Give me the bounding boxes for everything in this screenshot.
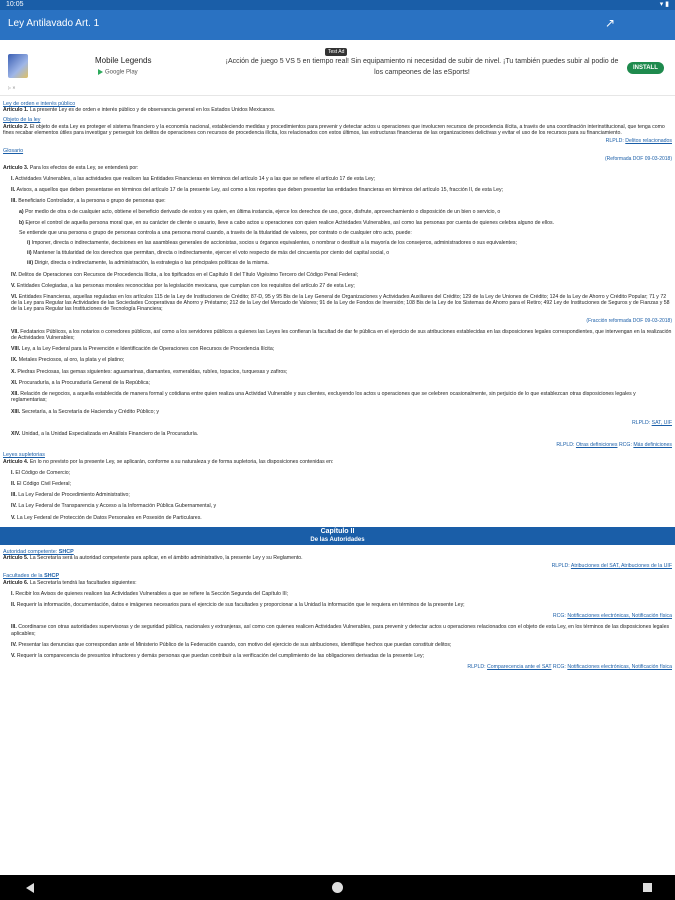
- reference-prefix: RLPLD:: [551, 563, 570, 570]
- app-title: Ley Antilavado Art. 1: [8, 18, 100, 29]
- item-text: Metales Preciosos, al oro, la plata y el platino;: [18, 357, 125, 364]
- article-label: Artículo 6.: [3, 579, 29, 586]
- reference-line: [3, 613, 672, 619]
- app-bar: [0, 10, 675, 40]
- article-text: La Secretaría será la autoridad competente para aplicar, en el ámbito administrativo, la presente Ley y su Reglamento.: [29, 554, 303, 561]
- item-number: XII.: [11, 391, 19, 398]
- list-subitem: [27, 240, 672, 246]
- google-play-label: [98, 69, 138, 76]
- item-number: X.: [11, 368, 16, 375]
- item-text: La Ley Federal de Transparencia y Acceso a la Información Pública Gubernamental, y: [18, 503, 217, 510]
- list-subitem: [19, 209, 672, 215]
- article-label: Artículo 2.: [3, 123, 29, 130]
- item-text: La Ley Federal de Procedimiento Administrativo;: [18, 492, 130, 499]
- item-number: III.: [11, 198, 17, 205]
- list-item: [11, 357, 672, 363]
- list-item: [11, 409, 672, 415]
- item-number: i): [27, 240, 31, 247]
- list-item: [11, 187, 672, 193]
- item-text: Mantener la titularidad de los derechos que permitan, directa o indirectamente, ejercer el voto respecto de más del cincuenta por ciento del capital social, o: [33, 250, 390, 257]
- list-item: [11, 602, 672, 608]
- item-number: V.: [11, 514, 16, 521]
- reference-link[interactable]: SAT, UIF: [651, 419, 672, 426]
- chapter-header: [0, 527, 675, 545]
- list-item: [11, 380, 672, 386]
- list-item: [11, 515, 672, 521]
- section-title-text: Autoridad competente:: [3, 548, 58, 555]
- item-text: Procuraduría, a la Procuraduría General de la República;: [18, 379, 150, 386]
- item-number: a): [19, 209, 24, 216]
- item-text: Requerir la comparecencia de presuntos infractores y demás personas que puedan contribuir a la verificación del cumplimiento de las obligaciones derivadas de la presente Ley;: [16, 652, 425, 659]
- test-ad-badge: Test Ad: [325, 48, 347, 56]
- article-6: [3, 580, 672, 586]
- item-number: IV.: [11, 641, 17, 648]
- item-number: iii): [27, 260, 34, 267]
- item-number: XIII.: [11, 408, 21, 415]
- item-number: XIV.: [11, 430, 21, 437]
- control-text: Se entiende que una persona o grupo de personas controla a una persona moral cuando, a través de la titularidad de valores, por contrato o de cualquier otro acto, puede:: [19, 229, 412, 236]
- item-number: III.: [11, 492, 17, 499]
- list-item: [11, 272, 672, 278]
- item-text: Dirigir, directa o indirectamente, la administración, la estrategia o las principales políticas de la misma.: [34, 260, 269, 267]
- item-text: Secretaría, a la Secretaría de Hacienda y Crédito Público; y: [21, 408, 159, 415]
- article-4: [3, 459, 672, 465]
- article-2: [3, 124, 672, 136]
- list-item: [11, 391, 672, 403]
- list-item: [11, 591, 672, 597]
- item-number: VI.: [11, 294, 18, 301]
- item-number: V.: [11, 282, 16, 289]
- item-text: Piedras Preciosas, las gemas siguientes: aguamarinas, diamantes, esmeraldas, rubíes, topacios, turquesas y zafiros;: [17, 368, 288, 375]
- status-icons: ▾ ▮: [659, 1, 669, 8]
- reference-line: [3, 442, 672, 448]
- item-number: V.: [11, 652, 16, 659]
- article-text: Para los efectos de esta Ley, se entenderá por:: [29, 164, 139, 171]
- list-item: [11, 198, 672, 204]
- install-button[interactable]: INSTALL: [627, 62, 664, 74]
- reference-prefix: RCG:: [552, 664, 566, 671]
- item-number: II.: [11, 480, 16, 487]
- list-item: [11, 653, 672, 659]
- home-icon[interactable]: [332, 882, 343, 893]
- item-number: ii): [27, 250, 32, 257]
- status-bar: [0, 0, 675, 10]
- item-text: Coordinarse con otras autoridades supervisoras y de seguridad pública, nacionales y extranjeras, así como con quienes realicen Actividades Vulnerables, para prevenir y detectar actos u operaciones relacionados con el objeto de esta Ley, en los términos de las disposiciones legales aplicables;: [11, 624, 670, 637]
- reference-line: [3, 420, 672, 426]
- item-number: VII.: [11, 328, 19, 335]
- ad-info-icon[interactable]: ▷ ✕: [8, 85, 16, 90]
- reference-link[interactable]: Atribuciones del SAT, Atribuciones de la UIF: [570, 563, 672, 570]
- google-play-icon: [98, 69, 103, 75]
- reform-note[interactable]: (Reformada DOF 09-03-2018): [605, 156, 672, 163]
- reference-link[interactable]: Notificaciones electrónicas, Notificación física: [567, 613, 672, 620]
- item-number: IX.: [11, 357, 18, 364]
- list-item: [11, 470, 672, 476]
- list-item: [11, 294, 672, 313]
- item-number: IV.: [11, 271, 17, 278]
- reference-link[interactable]: Otras definiciones: [575, 442, 618, 449]
- status-time: 10:05: [6, 1, 24, 8]
- item-text: Imponer, directa o indirectamente, decisiones en las asambleas generales de accionistas, socios u órganos equivalentes, o nombrar o destituir a la mayoría de los consejeros, administradores o sus equivalentes;: [31, 240, 517, 247]
- list-subitem: [27, 250, 672, 256]
- item-text: La Ley Federal de Protección de Datos Personales en Posesión de Particulares.: [16, 514, 202, 521]
- reference-line: [3, 138, 672, 144]
- item-text: Entidades Financieras, aquellas reguladas en los artículos 115 de la Ley de Instituciones de Crédito; 87-D, 95 y 95 Bis de la Ley General de Organizaciones y Actividades Auxiliares del Crédito; 129 de la Ley de Uniones de Crédito; 124 de la Ley de Ahorro y Crédito Popular; 71 y 72 de la Ley para Regular las Actividades de las Sociedades Cooperativas de Ahorro y Préstamo; 212 de la Ley del Mercado de Valores; 91 de la Ley de Fondos de Inversión; 108 Bis de la Ley de los Sistemas de Ahorro para el Retiro; 492 Ley de Instituciones de Seguros y de Fianzas y 58 de la Ley para Regular las Instituciones de Tecnología Financiera;: [11, 294, 670, 313]
- item-number: b): [19, 219, 24, 226]
- section-title-bold: SHCP: [44, 573, 60, 580]
- item-text: El Código Civil Federal;: [16, 480, 71, 487]
- item-number: XI.: [11, 379, 18, 386]
- list-item: [11, 283, 672, 289]
- share-icon[interactable]: ↗: [604, 16, 615, 30]
- article-label: Artículo 3.: [3, 164, 29, 171]
- reference-prefix: RLPLD:: [632, 419, 651, 426]
- item-text: Beneficiario Controlador, a la persona o grupo de personas que:: [18, 198, 166, 205]
- reference-link[interactable]: Notificaciones electrónicas, Notificación física: [567, 664, 672, 671]
- list-item: [11, 176, 672, 182]
- chapter-number: Capítulo II: [320, 527, 355, 535]
- item-text: Presentar las denuncias que correspondan ante el Ministerio Público de la Federación cuando, con motivo del ejercicio de sus atribuciones, identifique hechos que puedan constituir delitos;: [18, 641, 452, 648]
- ad-banner[interactable]: [0, 40, 675, 96]
- ad-text[interactable]: ¡Acción de juego 5 VS 5 en tiempo real! Sin equipamiento ni necesidad de subir de nivel. ¡Tu también puedes subir al podio de los campeones de las eSports!: [225, 58, 619, 76]
- reference-prefix: RLPLD:: [605, 138, 624, 145]
- section-title-bold: SHCP: [58, 548, 74, 555]
- article-text: La Secretaría tendrá las facultades siguientes:: [29, 579, 137, 586]
- item-text: Requerir la información, documentación, datos e imágenes necesarios para el ejercicio de sus facultades y proporcionar a la Unidad la información que le requiera en términos de la presente Ley;: [16, 601, 465, 608]
- article-label: Artículo 1.: [3, 107, 29, 114]
- item-text: Recibir los Avisos de quienes realicen las Actividades Vulnerables a que se refiere la Sección Segunda del Capítulo III;: [15, 590, 289, 597]
- section-title-text: Facultades de la: [3, 573, 43, 580]
- item-text: Avisos, a aquellos que deben presentarse en términos del artículo 17 de la presente Ley, así como a los reportes que deben presentar las entidades financieras en términos del artículo 15, fracción II, de esta Ley;: [16, 187, 504, 194]
- list-item: [11, 492, 672, 498]
- reference-prefix: RLPLD:: [467, 664, 486, 671]
- item-number: II.: [11, 187, 16, 194]
- article-label: Artículo 4.: [3, 458, 29, 465]
- list-item: [11, 329, 672, 341]
- reference-link[interactable]: Comparecencia ante el SAT: [487, 664, 552, 671]
- reference-prefix: RCG:: [552, 613, 566, 620]
- reference-link[interactable]: Más definiciones: [633, 442, 672, 449]
- recent-apps-icon[interactable]: [643, 883, 652, 892]
- item-text: Delitos de Operaciones con Recursos de Procedencia Ilícita, a los tipificados en el Capítulo II del Título Vigésimo Tercero del Código Penal Federal;: [18, 271, 359, 278]
- reference-prefix: RLPLD:: [556, 442, 575, 449]
- item-number: III.: [11, 624, 17, 631]
- section-title[interactable]: Leyes supletorias: [3, 452, 45, 459]
- reference-line: [3, 664, 672, 670]
- list-item: [11, 481, 672, 487]
- article-text: El objeto de esta Ley es proteger el sistema financiero y la economía nacional, estableciendo medidas y procedimientos para prevenir y detectar actos u operaciones que involucren recursos de procedencia ilícita, a través de una coordinación interinstitucional, que tenga como fines recabar elementos útiles para investigar y perseguir los delitos de operaciones con recursos de procedencia ilícita, los relacionados con estos últimos, las estructuras financieras de las organizaciones delictivas y evitar el uso de los recursos para su financiamiento.: [3, 123, 665, 136]
- item-text: Por medio de otra o de cualquier acto, obtiene el beneficio derivado de estos y es quien, en última instancia, ejerce los derechos de uso, goce, disfrute, aprovechamiento o disposición de un bien o servicio, o: [25, 209, 501, 216]
- section-title[interactable]: Objeto de la ley: [3, 117, 41, 124]
- game-app-icon[interactable]: [8, 54, 28, 78]
- ad-app-name[interactable]: Mobile Legends: [95, 56, 152, 65]
- law-content[interactable]: [0, 97, 675, 875]
- list-item: [11, 624, 672, 636]
- item-number: II.: [11, 601, 16, 608]
- store-name: Google Play: [105, 69, 138, 76]
- article-1: [3, 107, 672, 113]
- item-text: Relación de negocios, a aquella establecida de manera formal y cotidiana entre quien realiza una Actividad Vulnerable y sus clientes, excluyendo los actos u operaciones que se celebren ocasionalmente, sin perjuicio de lo que establezcan otras disposiciones legales y reglamentarias;: [11, 391, 636, 404]
- item-text: Fedatarios Públicos, a los notarios o corredores públicos, así como a los servidores públicos a quienes las Leyes les confieran la facultad de dar fe pública en el ejercicio de sus atribuciones establecidas en las disposiciones legales correspondientes, que intervengan en la realización de Actividades Vulnerables;: [11, 328, 672, 342]
- list-item: [11, 503, 672, 509]
- section-title[interactable]: Ley de orden e interés público: [3, 101, 76, 107]
- item-number: I.: [11, 175, 14, 182]
- chapter-title: De las Autoridades: [310, 536, 365, 543]
- item-number: I.: [11, 590, 14, 597]
- article-text: La presente Ley es de orden e interés público y de observancia general en los Estados Unidos Mexicanos.: [29, 107, 276, 114]
- item-text: Actividades Vulnerables, a las actividades que realicen las Entidades Financieras en términos del artículo 14 y a las que se refiere el artículo 17 de esta Ley;: [15, 175, 376, 182]
- back-icon[interactable]: [26, 883, 34, 893]
- list-item: [11, 346, 672, 352]
- item-text: Ley, a la Ley Federal para la Prevención e Identificación de Operaciones con Recursos de Procedencia Ilícita;: [21, 346, 275, 353]
- item-number: IV.: [11, 503, 17, 510]
- reform-note[interactable]: (Fracción reformada DOF 09-03-2018): [586, 317, 672, 324]
- list-item: [11, 431, 672, 437]
- section-title[interactable]: Glosario: [3, 148, 24, 155]
- item-text: Unidad, a la Unidad Especializada en Análisis Financiero de la Procuraduría.: [21, 430, 199, 437]
- reference-line: [3, 563, 672, 569]
- reference-link[interactable]: Delitos relacionados: [625, 138, 672, 145]
- item-text: Entidades Colegiadas, a las personas morales reconocidas por la legislación mexicana, que cumplan con los requisitos del artículo 27 de esta Ley;: [16, 282, 355, 289]
- list-subitem: [19, 220, 672, 226]
- item-text: Ejerce el control de aquella persona moral que, en su carácter de cliente o usuario, lleve a cabo actos u operaciones con quien realice Actividades Vulnerables, así como las personas por cuenta de quienes celebra alguno de ellos.: [25, 219, 555, 226]
- reference-prefix: RCG:: [618, 442, 632, 449]
- navigation-bar: [0, 875, 675, 900]
- article-label: Artículo 5.: [3, 554, 29, 561]
- article-5: [3, 555, 672, 561]
- list-subitem: [27, 260, 672, 266]
- list-item: [11, 642, 672, 648]
- article-3: [3, 165, 672, 171]
- item-number: VIII.: [11, 346, 21, 353]
- article-text: En lo no previsto por la presente Ley, se aplicarán, conforme a su naturaleza y de forma supletoria, las disposiciones contenidas en:: [29, 458, 334, 465]
- item-text: El Código de Comercio;: [15, 469, 71, 476]
- list-item: [11, 369, 672, 375]
- item-number: I.: [11, 469, 14, 476]
